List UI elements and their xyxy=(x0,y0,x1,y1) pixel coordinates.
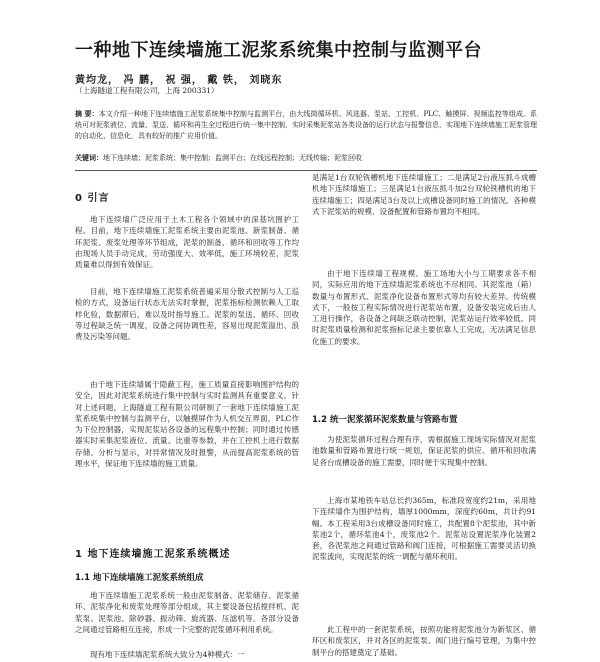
section-heading-introduction: 0 引言 xyxy=(75,193,110,204)
paragraph: 上海市某地铁车站总长约365m，标准段宽度约21m，采用地下连续墙作为围护结构，墙厚1000mm，深度约60m，共计约91幅。本工程采用3台成槽设备同时施工，共配置8个泥浆池，其中新浆池2个，循环浆池4个，废浆池2个。泥浆站设置泥浆净化装置2套，各泥浆池之间通过管路和阀门连接，可根据施工需要灵活切换泥浆流向，实现泥浆的统一调配与循环利用。 xyxy=(312,496,536,562)
author-affiliation: （上海隧道工程有限公司，上海 200331） xyxy=(75,86,219,95)
paragraph: 由于地下连续墙属于隐蔽工程，施工质量直接影响围护结构的安全，因此对泥浆系统进行集中控制与实时监测具有重要意义。针对上述问题，上海隧道工程有限公司研制了一套地下连续墙施工泥浆系统集中控制与监测平台，以触摸屏作为人机交互界面，PLC作为下位控制器，实现泥浆站各设备的远程集中控制；同时通过传感器实时采集泥浆液位、流量、比重等参数，并在工控机上进行数据存储、分析与显示，对异常情况及时报警，从而提高泥浆系统的管理水平，保证地下连续墙的施工质量。 xyxy=(75,380,299,469)
header-divider xyxy=(75,170,537,171)
keywords-label: 关键词： xyxy=(75,153,103,162)
paragraph: 现有地下连续墙泥浆系统大致分为4种模式：一 xyxy=(90,650,245,659)
paragraph: 地下连续墙施工泥浆系统一般由泥浆制备、泥浆储存、泥浆循环、泥浆净化和废浆处理等部分组成，其主要设备包括搅拌机、泥浆泵、泥浆池、除砂器、振动筛、旋流器、压滤机等。各部分设备之间通过管路相互连接，形成一个完整的泥浆循环利用系统。 xyxy=(75,591,299,634)
keywords xyxy=(75,152,537,164)
paragraph: 是满足1台双轮铣槽机地下连续墙施工；二是满足2台液压抓斗成槽机地下连续墙施工；三是满足1台液压抓斗加2台双轮铣槽机的地下连续墙施工；四是满足3台及以上成槽设备同时施工的情况。各种模式下泥浆站的规模、设备配置和管路布置均不相同。 xyxy=(312,173,536,216)
paragraph: 由于地下连续墙工程规模、施工场地大小与工期要求各不相同，实际应用的地下连续墙泥浆系统也不尽相同。其泥浆池（箱）数量与布置形式、泥浆净化设备布置形式等均有较大差异。传统模式下，一般按工程实际情况进行泥浆站布置，设备安装完成后由人工进行操作，各设备之间缺乏联动控制，泥浆站运行效率较低。同时泥浆质量检测和泥浆指标记录主要依靠人工完成，无法满足信息化施工的要求。 xyxy=(312,269,536,346)
subsection-heading-1-2: 1.2 统一泥浆循环泥浆数量与管路布置 xyxy=(312,415,458,425)
author-list: 黄均龙， 冯 鹏， 祝 强， 戴 铁， 刘晓东 xyxy=(75,75,283,86)
section-heading-1: 1 地下连续墙施工泥浆系统概述 xyxy=(75,549,231,560)
keywords-text: 地下连续墙；泥浆系统；集中控制；监测平台；在线远程控制；无线传输；泥浆回收 xyxy=(103,154,362,162)
abstract-label: 摘 要： xyxy=(75,109,99,118)
paragraph: 此工程中的一套泥浆系统，按照功能将泥浆池分为新浆区、循环区和废浆区，并对各区的泥浆泵、阀门进行编号管理，为集中控制平台的搭建奠定了基础。 xyxy=(312,625,536,657)
paragraph: 目前，地下连续墙施工泥浆系统普遍采用分散式控制与人工巡检的方式，设备运行状态无法实时掌握，泥浆指标检测依赖人工取样化验，数据滞后，难以及时指导施工。泥浆的泵送、循环、回收等过程缺乏统一调度，设备之间协调性差，容易出现泥浆溢出、浪费及污染等问题。 xyxy=(75,287,299,342)
abstract-text: 本文介绍一种地下连续墙施工泥浆系统集中控制与监测平台，由大线筒循环机、风选器、泵站、工控机、PLC、触摸屏、视频监控等组成。系统可对泥浆液位、流量、泵送、循环和再生全过程进行统一集中控制，实时采集泥浆站各类设备的运行状态与报警信息，实现地下连续墙施工泥浆管理的自动化、信息化，具有较好的推广应用价值。 xyxy=(75,110,538,140)
subsection-heading-1-1: 1.1 地下连续墙施工泥浆系统组成 xyxy=(75,573,204,583)
paragraph: 为使泥浆循环过程合理有序，需根据施工现场实际情况对泥浆池数量和管路布置进行统一规划，保证泥浆的供应、循环和回收满足各台成槽设备的施工需要，同时便于实现集中控制。 xyxy=(312,435,536,467)
paper-title: 一种地下连续墙施工泥浆系统集中控制与监测平台 xyxy=(75,40,482,61)
paragraph: 地下连续墙广泛应用于土木工程各个领域中的深基坑围护工程。目前，地下连续墙施工泥浆系统主要由泥浆池、新浆制备、循环泥浆、废浆处理等环节组成，泥浆的制备、循环和回收等工作均由现场人员手动完成，劳动强度大、效率低，施工环境较差，泥浆质量难以得到有效保证。 xyxy=(75,215,299,270)
abstract xyxy=(75,108,537,142)
